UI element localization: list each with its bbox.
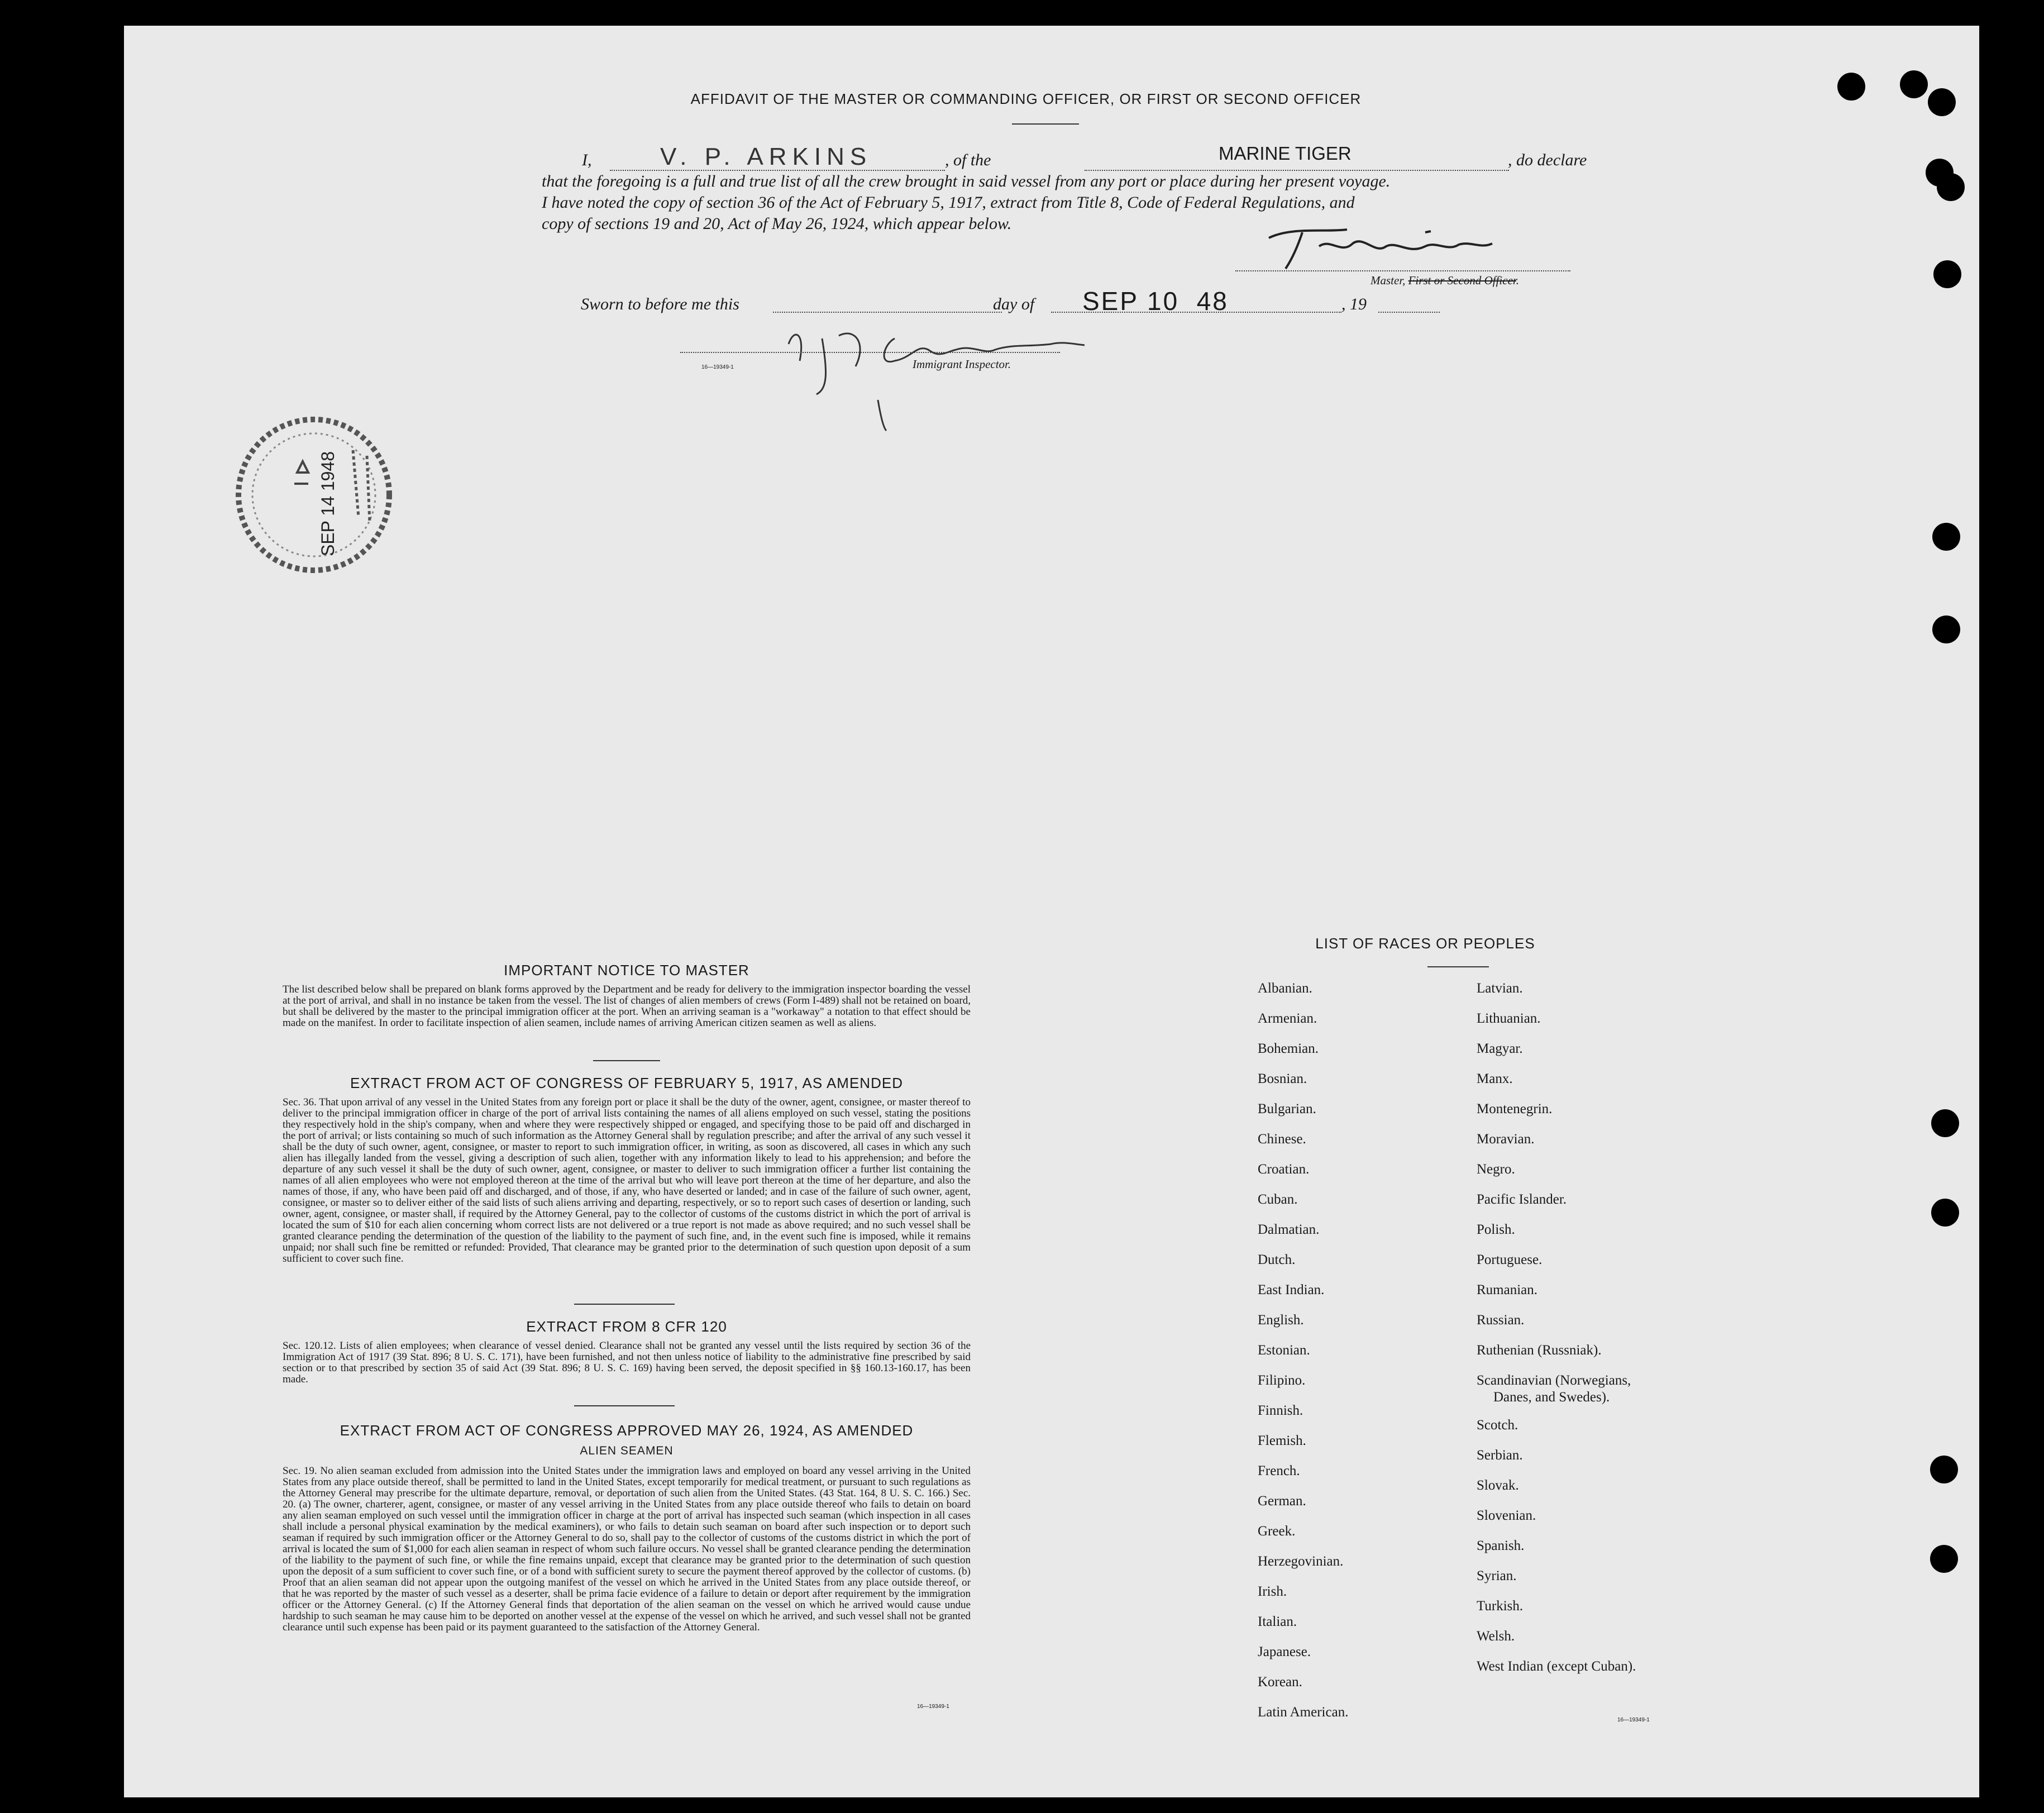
year-prefix: , 19: [1341, 295, 1367, 313]
affidavit-form-number: 16—19349-1: [701, 364, 734, 370]
race-item: Estonian.: [1258, 1343, 1310, 1358]
race-item: Albanian.: [1258, 981, 1312, 996]
race-item: Magyar.: [1477, 1041, 1523, 1056]
round-date-stamp: [230, 405, 398, 584]
race-item: Scandinavian (Norwegians,: [1477, 1373, 1631, 1388]
punch-hole: [1932, 523, 1960, 551]
race-item: Slovenian.: [1477, 1508, 1536, 1523]
affidavit-i: I,: [582, 151, 592, 169]
punch-hole: [1937, 173, 1965, 201]
extract-cfr-divider: [574, 1405, 675, 1406]
race-item: English.: [1258, 1313, 1304, 1328]
affidavit-line-2: that the foregoing is a full and true list of all the crew brought in said vessel from any port or place during her present voyage.: [542, 172, 1391, 190]
punch-hole: [1931, 1109, 1959, 1137]
race-item: Finnish.: [1258, 1403, 1303, 1418]
race-item: Pacific Islander.: [1477, 1192, 1567, 1207]
extract-cfr-body: Sec. 120.12. Lists of alien employees; when clearance of vessel denied. Clearance shall not be granted any vessel until the lists required by section 36 of the Immigration Act of 1917 (39 Stat. 896; 8 U. S. C. 171), have been furnished, and not then unless notice of liability to the administrative fine prescribed by said section or to that prescribed by section 35 of said Act (39 Stat. 896; 8 U. S. C. 169) having been served, the deposit specified in §§ 160.13-160.17, has been made.: [283, 1340, 971, 1385]
master-signature: [1258, 216, 1548, 277]
day-of-text: day of: [993, 295, 1035, 313]
race-item: French.: [1258, 1463, 1300, 1478]
race-item: German.: [1258, 1494, 1306, 1509]
notice-title: IMPORTANT NOTICE TO MASTER: [504, 962, 749, 979]
race-item: Moravian.: [1477, 1132, 1535, 1147]
race-item: Montenegrin.: [1477, 1101, 1553, 1117]
race-item: Japanese.: [1258, 1644, 1311, 1659]
extract-1924-title: EXTRACT FROM ACT OF CONGRESS APPROVED MAY 26, 1924, AS AMENDED: [340, 1422, 914, 1439]
race-item: Flemish.: [1258, 1433, 1306, 1448]
signature-caption-prefix: Master,: [1370, 274, 1406, 287]
notice-body: The list described below shall be prepared on blank forms approved by the Department and be ready for delivery to the immigration inspector boarding the vessel at the port of arrival, and shall in no instance be taken from the vessel. The list of changes of alien members of crews (Form I-489) shall not be retained on board, but shall be delivered by the master to the principal immigration officer at the port. When an arriving seaman is a "workaway" a notation to that effect should be made on the manifest. In order to facilitate inspection of alien seamen, include names of arriving American citizen seamen as well as aliens.: [283, 984, 971, 1029]
punch-hole: [1928, 88, 1956, 116]
race-item: Portuguese.: [1477, 1252, 1542, 1267]
affidavit-line-3: I have noted the copy of section 36 of the Act of February 5, 1917, extract from Title 8, Code of Federal Regulations, and: [542, 193, 1355, 212]
races-title: LIST OF RACES OR PEOPLES: [1315, 935, 1535, 952]
race-item: East Indian.: [1258, 1282, 1325, 1297]
extract-1917-divider: [574, 1304, 675, 1305]
race-item: Bohemian.: [1258, 1041, 1319, 1056]
of-the-text: , of the: [945, 151, 991, 169]
extract-1917-body: Sec. 36. That upon arrival of any vessel in the United States from any foreign port or place it shall be the duty of the owner, agent, consignee, or master thereof to deliver to the principal immigration officer in charge of the port of arrival lists containing the names of all aliens employed on such vessel, stating the positions they respectively hold in the ship's company, when and where they were respectively shipped or engaged, and specifying those to be paid off and discharged in the port of arrival; or lists containing so much of such information as the Attorney General shall by regulation prescribe; and after the arrival of any such vessel it shall be the duty of such owner, agent, consignee, or master to report to such immigration officer, in writing, as soon as discovered, all cases in which any such alien has illegally landed from the vessel, giving a description of such alien, together with any information likely to lead to his apprehension; and before the departure of any such vessel it shall be the duty of such owner, agent, consignee, or master to deliver to such immigration officer a further list containing the names of all alien employees who were not employed thereon at the time of the arrival but who will leave port thereon at the time of her departure, and also the names of those, if any, who have been paid off and discharged, and of those, if any, who have deserted or landed; and in case of the failure of such owner, agent, consignee, or master so to deliver either of the said lists of such aliens arriving and departing, respectively, or so to report such cases of desertion or landing, such owner, agent, consignee, or master shall, if required by the Attorney General, pay to the collector of customs of the customs district in which the port of arrival is located the sum of $10 for each alien concerning whom correct lists are not delivered or a true report is not made as above required; and no such vessel shall be granted clearance pending the determination of the question of the liability to the payment of such fine, and, in the event such fine is imposed, while it remains unpaid; nor shall such fine be remitted or refunded: Provided, That clearance may be granted prior to the determination of such question upon deposit of a sum sufficient to cover such fine.: [283, 1096, 971, 1265]
race-item: Danes, and Swedes).: [1493, 1390, 1610, 1405]
punch-hole: [1933, 260, 1961, 288]
vessel-name-line: [1085, 170, 1509, 171]
races-right-column: [1477, 981, 1636, 1689]
race-item: Greek.: [1258, 1524, 1296, 1539]
race-item: Dutch.: [1258, 1252, 1296, 1267]
inspector-caption: Immigrant Inspector.: [913, 357, 1011, 371]
race-item: Manx.: [1477, 1071, 1513, 1086]
round-stamp-date: SEP 14 1948: [318, 451, 338, 556]
race-item: Irish.: [1258, 1584, 1287, 1599]
extract-cfr-title: EXTRACT FROM 8 CFR 120: [526, 1318, 727, 1335]
race-item: Serbian.: [1477, 1448, 1523, 1463]
race-item: Latin American.: [1258, 1705, 1349, 1720]
inspector-signature-line: [680, 352, 1060, 353]
race-item: Lithuanian.: [1477, 1011, 1541, 1026]
race-item: Scotch.: [1477, 1418, 1518, 1433]
signature-caption: [1370, 274, 1519, 288]
punch-hole: [1930, 1545, 1958, 1573]
race-item: Cuban.: [1258, 1192, 1298, 1207]
punch-hole: [1900, 70, 1928, 98]
race-item: Armenian.: [1258, 1011, 1317, 1026]
extract-1924-subtitle: ALIEN SEAMEN: [580, 1444, 674, 1457]
title-underline: [1012, 123, 1079, 125]
race-item: Herzegovinian.: [1258, 1554, 1344, 1569]
date-stamp: SEP 10 48: [1082, 287, 1229, 316]
extract-1917-title: EXTRACT FROM ACT OF CONGRESS OF FEBRUARY 5, 1917, AS AMENDED: [350, 1075, 903, 1091]
race-item: Rumanian.: [1477, 1282, 1538, 1297]
race-item: Turkish.: [1477, 1599, 1524, 1614]
master-signature-line: [1235, 270, 1570, 271]
race-item: Korean.: [1258, 1674, 1302, 1690]
punch-hole: [1837, 73, 1865, 101]
notice-divider: [593, 1060, 660, 1061]
race-item: Syrian.: [1477, 1568, 1517, 1583]
race-item: Welsh.: [1477, 1629, 1515, 1644]
race-item: Spanish.: [1477, 1538, 1525, 1553]
race-item: Chinese.: [1258, 1132, 1306, 1147]
master-name: V. P. ARKINS: [660, 143, 872, 170]
race-item: Latvian.: [1477, 981, 1523, 996]
race-item: West Indian (except Cuban).: [1477, 1659, 1636, 1674]
race-item: Polish.: [1477, 1222, 1515, 1237]
race-item: Bosnian.: [1258, 1071, 1307, 1086]
races-title-underline: [1427, 966, 1489, 967]
race-item: Bulgarian.: [1258, 1101, 1316, 1117]
signature-caption-suffix: .: [1516, 274, 1519, 287]
punch-hole: [1932, 616, 1960, 643]
race-item: Ruthenian (Russniak).: [1477, 1343, 1602, 1358]
do-declare-text: , do declare: [1508, 151, 1587, 169]
race-item: Italian.: [1258, 1614, 1297, 1629]
sworn-text: Sworn to before me this: [581, 295, 739, 313]
vessel-name: MARINE TIGER: [1219, 143, 1351, 164]
races-left-column: [1258, 981, 1348, 1735]
extract-1924-body: Sec. 19. No alien seaman excluded from admission into the United States under the immigration laws and employed on board any vessel arriving in the United States from any place outside thereof, shall be permitted to land in the United States, except temporarily for medical treatment, or pursuant to such regulations as the Attorney General may prescribe for the ultimate departure, removal, or deportation of such alien from the United States. (43 Stat. 164, 8 U. S. C. 166.) Sec. 20. (a) The owner, charterer, agent, consignee, or master of any vessel arriving in the United States from any place outside thereof who fails to detain on board any alien seaman employed on such vessel until the immigration officer in charge at the port of arrival has inspected such seaman (which inspection in all cases shall include a personal physical examination by the medical examiners), or who fails to detain such seaman on board after such inspection or to deport such seaman if required by such immigration officer or the Attorney General to do so, shall pay to the collector of customs of the customs district in which the port of arrival is located the sum of $1,000 for each alien seaman in respect of whom such failure occurs. No vessel shall be granted clearance pending the determination of the liability to the payment of such fine, or while the fine remains unpaid, except that clearance may be granted prior to the determination of such question upon the deposit of a sum sufficient to cover such fine, or of a bond with sufficient surety to secure the payment thereof approved by the collector of customs. (b) Proof that an alien seaman did not appear upon the outgoing manifest of the vessel on which he arrived in the United States from any place outside thereof, or that he was reported by the master of such vessel as a deserter, shall be prima facie evidence of a failure to detain or deport after requirement by the immigration officer or the Attorney General. (c) If the Attorney General finds that deportation of the alien seaman on the vessel on which he arrived would cause undue hardship to such seaman he may cause him to be deported on another vessel at the expense of the vessel on which he arrived, and such vessel shall not be granted clearance until such expense has been paid or its payment guaranteed to the satisfaction of the Attorney General.: [283, 1465, 971, 1633]
punch-hole: [1930, 1456, 1958, 1483]
document-page: [124, 26, 1979, 1797]
affidavit-title: AFFIDAVIT OF THE MASTER OR COMMANDING OFFICER, OR FIRST OR SECOND OFFICER: [690, 90, 1362, 107]
punch-hole: [1931, 1199, 1959, 1227]
race-item: Croatian.: [1258, 1162, 1310, 1177]
signature-caption-struck: First or Second Officer: [1408, 274, 1516, 287]
affidavit-line-4: copy of sections 19 and 20, Act of May 26, 1924, which appear below.: [542, 214, 1012, 233]
year-line: [1378, 312, 1440, 313]
extract-1924-form-number: 16—19349-1: [917, 1704, 949, 1710]
race-item: Russian.: [1477, 1313, 1525, 1328]
race-item: Dalmatian.: [1258, 1222, 1320, 1237]
race-item: Negro.: [1477, 1162, 1515, 1177]
race-item: Filipino.: [1258, 1373, 1306, 1388]
race-item: Slovak.: [1477, 1478, 1519, 1493]
races-form-number: 16—19349-1: [1617, 1717, 1650, 1723]
